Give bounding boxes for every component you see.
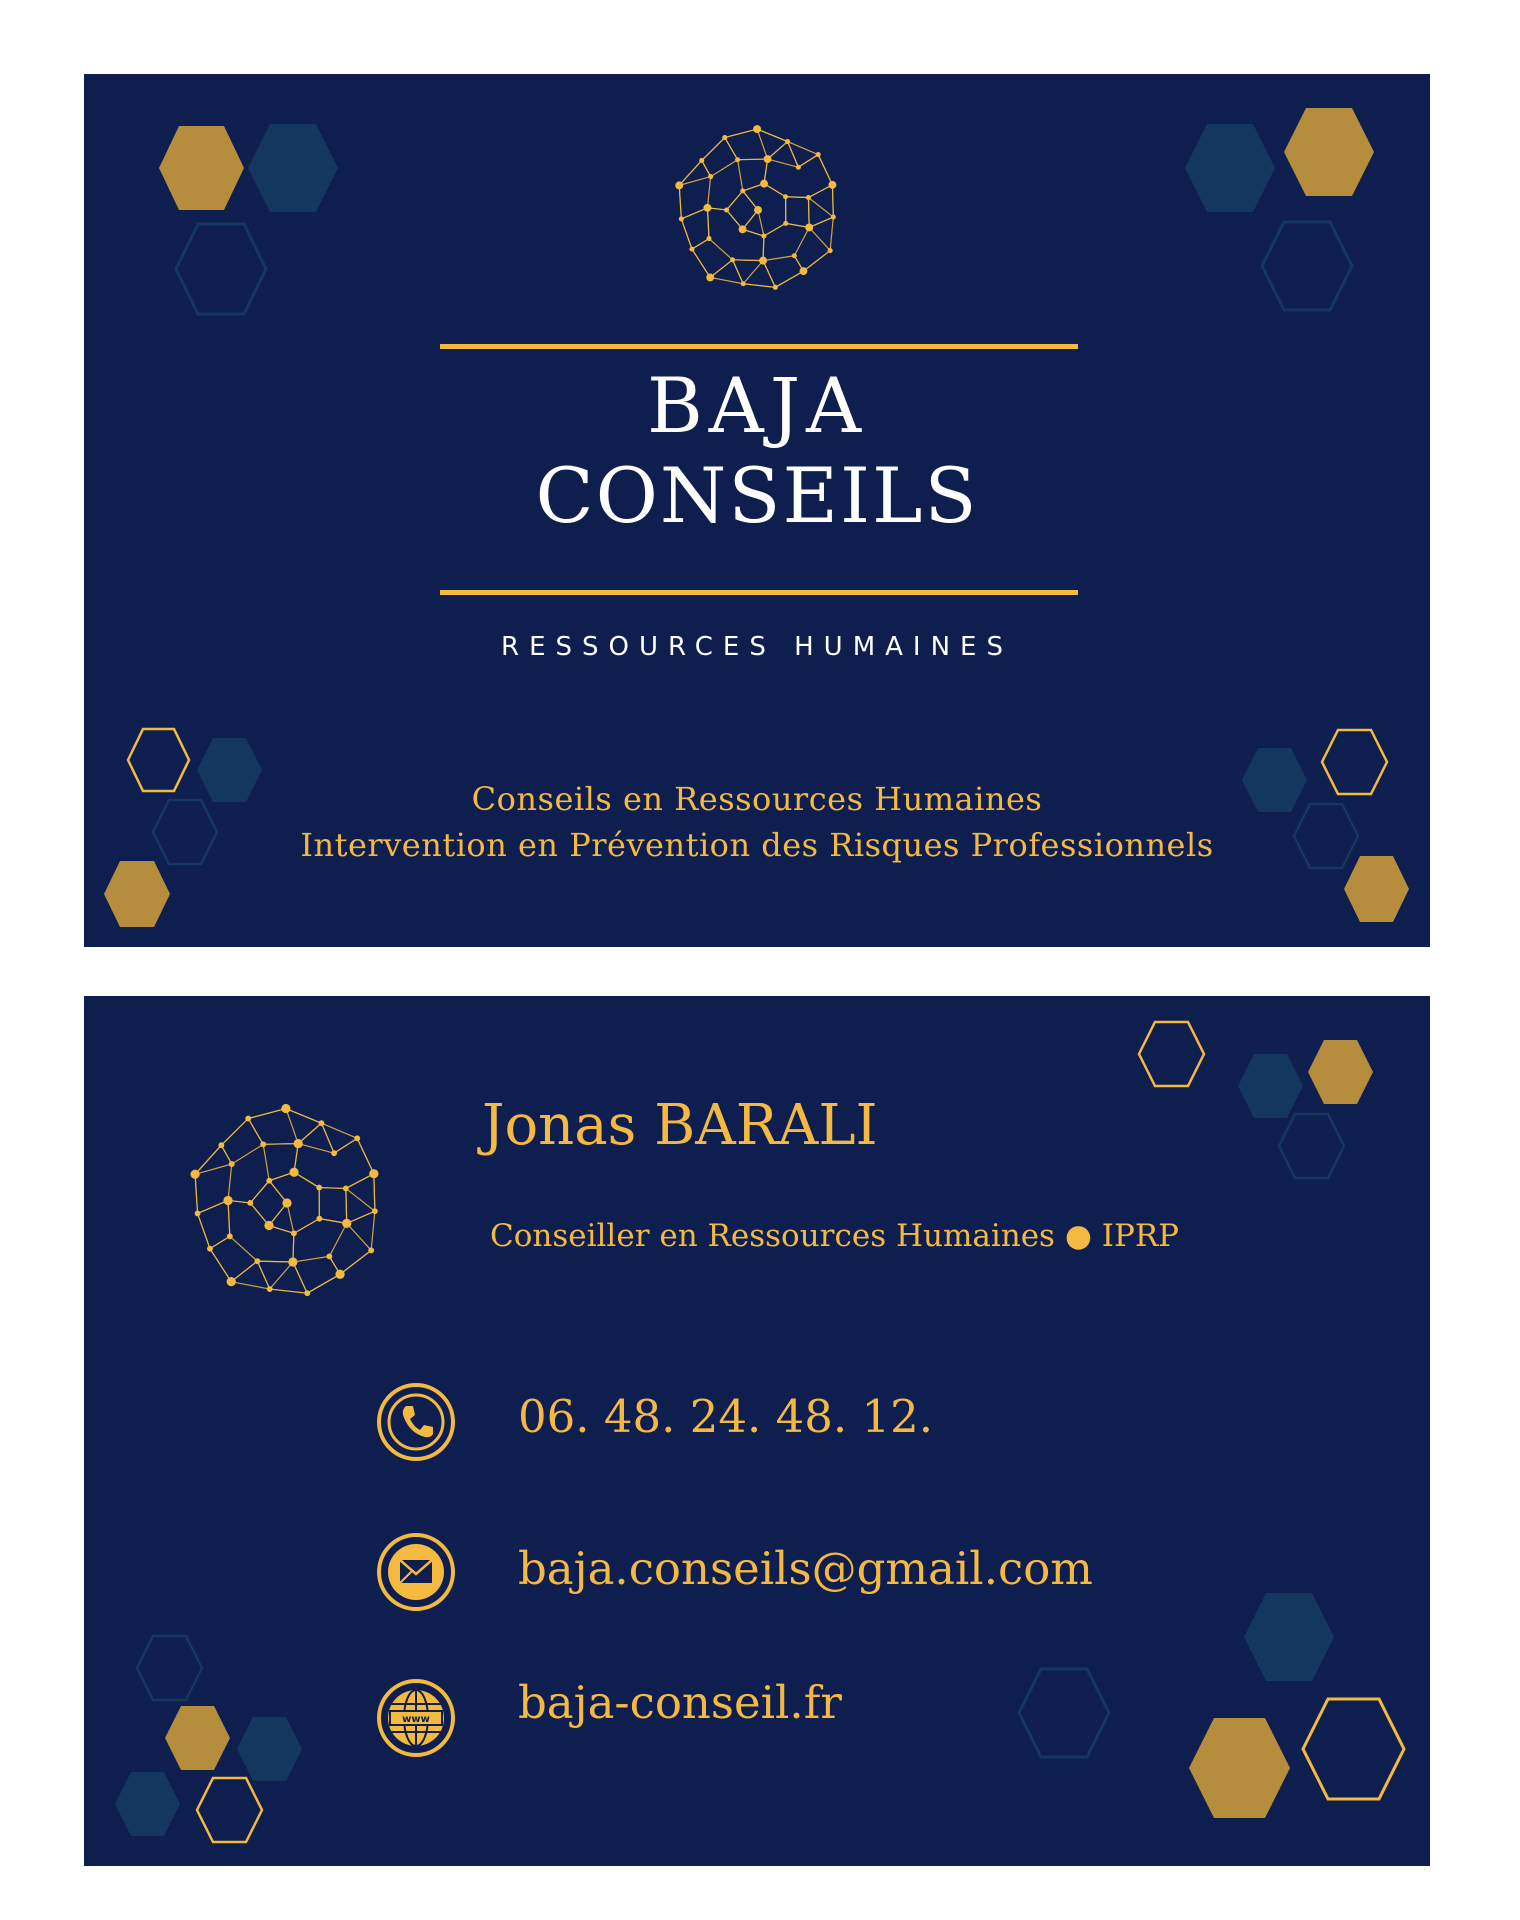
email-link[interactable]: baja.conseils@gmail.com	[518, 1542, 1093, 1595]
business-card-back	[84, 996, 1430, 1866]
svg-text:www: www	[402, 1714, 430, 1725]
phone-number[interactable]: 06. 48. 24. 48. 12.	[518, 1390, 934, 1443]
person-name: Jonas BARALI	[482, 1093, 878, 1158]
tagline-line2: Intervention en Prévention des Risques Professionnels	[300, 826, 1214, 864]
tagline-line1: Conseils en Ressources Humaines	[471, 780, 1043, 818]
website-link[interactable]: baja-conseil.fr	[518, 1676, 842, 1729]
divider-bottom	[440, 590, 1078, 595]
divider-top	[440, 344, 1078, 349]
envelope-icon	[374, 1530, 458, 1614]
brand-name-line2: CONSEILS	[535, 451, 979, 540]
network-globe-icon	[668, 120, 848, 300]
brand-sector: RESSOURCES HUMAINES	[501, 632, 1013, 662]
globe-www-icon	[374, 1676, 458, 1760]
business-card-front	[84, 74, 1430, 947]
brand-name-line1: BAJA	[646, 361, 868, 450]
phone-icon	[374, 1380, 458, 1464]
network-globe-icon	[182, 1098, 392, 1308]
person-role: Conseiller en Ressources Humaines ● IPRP	[490, 1218, 1180, 1254]
